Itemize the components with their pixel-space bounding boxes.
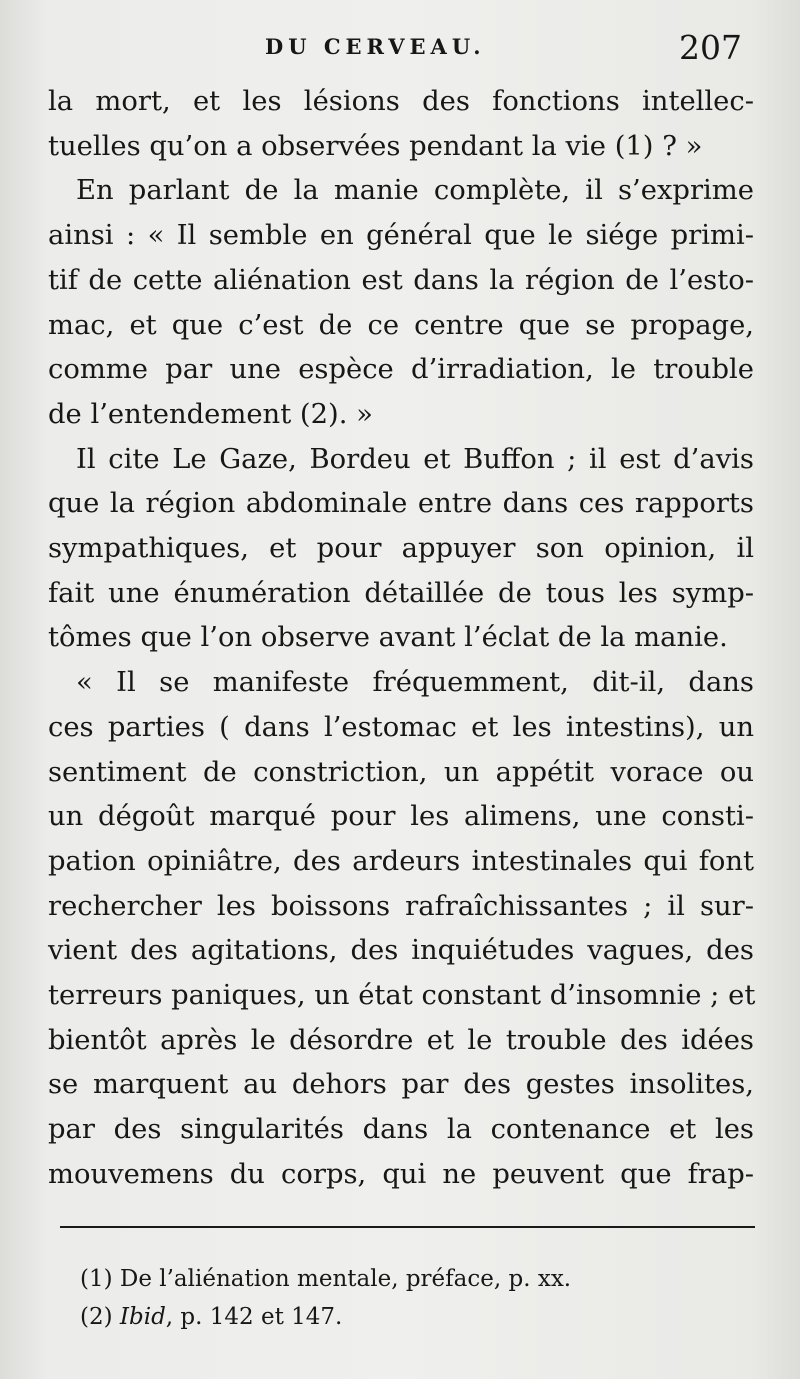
text-line: rechercher les boissons rafraîchissantes ; il sur- [48,890,754,922]
text-line: tuelles qu’on a observées pendant la vie (1) ? » [48,130,703,162]
text-line: vient des agitations, des inquiétudes vagues, des [48,935,754,967]
text-line: sentiment de constriction, un appétit vorace ou [48,756,754,788]
footnote-2-marker: (2) [80,1304,113,1330]
text-line: tômes que l’on observe avant l’éclat de la manie. [48,622,728,654]
footnote-2-ibid: Ibid [119,1304,166,1330]
text-line: par des singularités dans la contenance et les [48,1114,754,1146]
text-line: bientôt après le désordre et le trouble des idées [48,1024,754,1056]
page-number: 207 [679,28,742,67]
text-line: tif de cette aliénation est dans la région de l’esto- [48,264,754,296]
paragraph-le-gaze [48,438,754,662]
paragraph-manie-complete [48,169,754,437]
body-text [48,80,754,1198]
text-line: ces parties ( dans l’estomac et les intestins), un [48,711,754,743]
text-line: mouvemens du corps, qui ne peuvent que frap- [48,1158,754,1190]
text-line: la mort, et les lésions des fonctions intellec- [48,86,754,117]
text-line: mac, et que c’est de ce centre que se propage, [48,309,754,341]
text-line: se marquent au dehors par des gestes insolites, [48,1069,754,1101]
footnote-rule [60,1226,755,1228]
text-line: pation opiniâtre, des ardeurs intestinales qui font [48,845,754,877]
footnote-2-rest: , p. 142 et 147. [165,1304,343,1330]
text-line: ainsi : « Il semble en général que le siége primi- [48,220,754,252]
text-line: Il cite Le Gaze, Bordeu et Buffon ; il est d’avis [76,443,754,475]
text-line: En parlant de la manie complète, il s’exprime [76,175,754,207]
text-line: un dégoût marqué pour les alimens, une consti- [48,801,754,833]
footnote-1: (1) De l’aliénation mentale, préface, p. xx. [80,1266,572,1292]
paragraph-continuation [48,80,754,169]
text-line: fait une énumération détaillée de tous les symp- [48,577,754,609]
text-line: sympathiques, et pour appuyer son opinion, il [48,533,754,565]
footnotes [80,1260,760,1336]
running-title: DU CERVEAU. [265,34,486,59]
footnote-2 [80,1298,760,1336]
text-line: de l’entendement (2). » [48,398,373,430]
text-line: que la région abdominale entre dans ces rapports [48,488,754,520]
page-header [0,28,800,72]
text-line: comme par une espèce d’irradiation, le trouble [48,354,754,386]
text-line: « Il se manifeste fréquemment, dit-il, dans [76,667,754,699]
paragraph-quote [48,661,754,1197]
text-line: terreurs paniques, un état constant d’insomnie ; et [48,980,756,1012]
